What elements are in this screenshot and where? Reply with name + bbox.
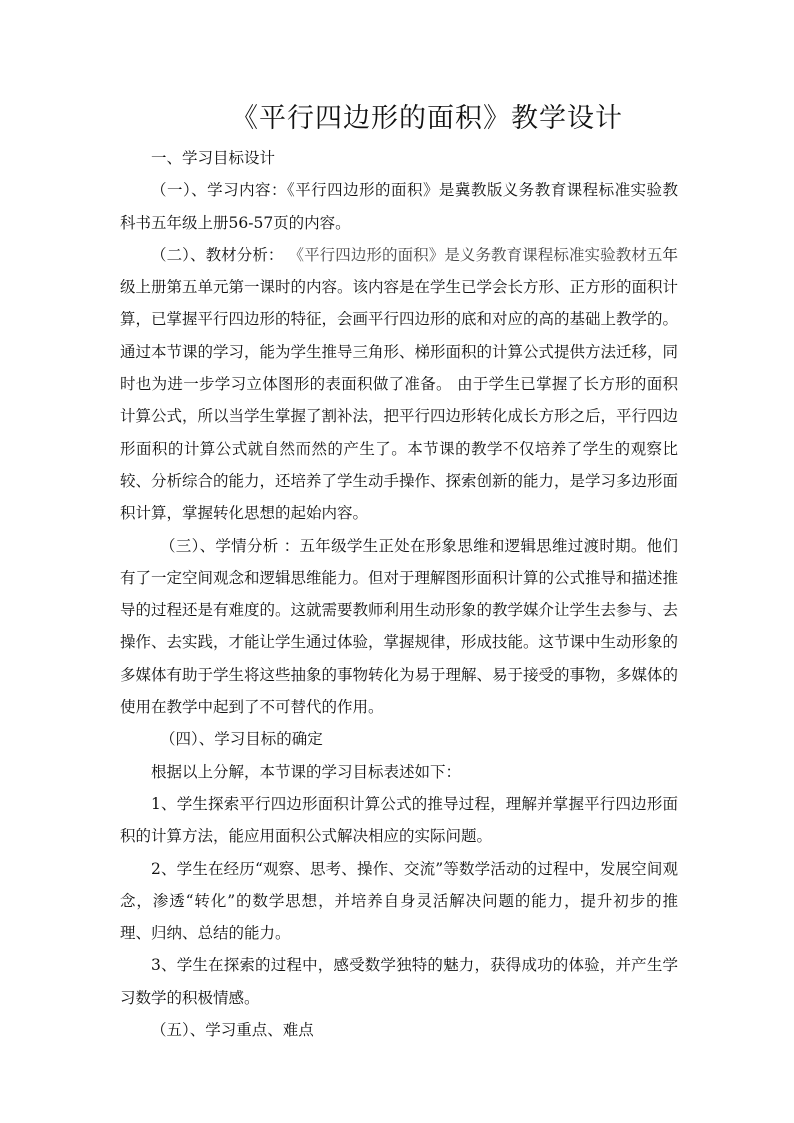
learner-analysis-label: （三）、学情分析 ：: [160, 536, 300, 555]
objective-item-1: 1、学生探索平行四边形面积计算公式的推导过程，理解并掌握平行四边形面积的计算方法，能应用面积公式解决相应的实际问题。: [120, 794, 678, 846]
material-analysis-text-a: 《平行四边形的面积》是义务教育课程标准实验教材五: [288, 245, 663, 264]
section-heading-objectives-design: 一、学习目标设计: [151, 149, 276, 167]
key-points-heading: （五）、学习重点、难点: [151, 1021, 314, 1040]
objective-item-3: 3、学生在探索的过程中，感受数学独特的魅力，获得成功的体验，并产生学习数学的积极情感。: [120, 956, 678, 1007]
objectives-intro: 根据以上分解，本节课的学习目标表述如下：: [151, 762, 462, 781]
material-analysis-label: （二）、教材分析：: [151, 245, 284, 264]
material-analysis-text-b: 年级上册第五单元第一课时的内容。该内容是在学生已学会长方形、正方形的面积计算，已掌握平行四边形的特征，会画平行四边形的底和对应的高的基础上教学的。通过本节课的学习，能为学生推导三角形、梯形面积的计算公式提供方法迁移，同时也为进一步学习立体图形的表面积做了准备。 由于学生已掌握了长方形的面积计算公式，所以当学生掌握了割补法，把平行四边形转化成长方形之后，平行四边形面积的计算公式就自然而然的产生了。本节课的教学不仅培养了学生的观察比较、分析综合的能力，还培养了学生动手操作、探索创新的能力，是学习多边形面积计算，掌握转化思想的起始内容。: [120, 245, 679, 523]
document-body: [120, 142, 678, 1046]
objectives-heading: （四）、学习目标的确定: [160, 730, 323, 749]
document-title: 《平行四边形的面积》教学设计: [231, 103, 623, 134]
learning-content-label: （一）、学习内容：: [151, 181, 287, 200]
learner-analysis-text: 五年级学生正处在形象思维和逻辑思维过渡时期。他们有了一定空间观念和逻辑思维能力。但对于理解图形面积计算的公式推导和描述推导的过程还是有难度的。这就需要教师利用生动形象的教学媒介让学生去参与、去操作、去实践，才能让学生通过体验，掌握规律，形成技能。这节课中生动形象的多媒体有助于学生将这些抽象的事物转化为易于理解、易于接受的事物，多媒体的使用在教学中起到了不可替代的作用。: [120, 536, 679, 717]
paragraph-learning-content: [120, 174, 678, 239]
paragraph-material-analysis: [120, 239, 678, 530]
paragraph-learner-analysis: [120, 530, 678, 724]
objective-item-2: 2、学生在经历“观察、思考、操作、交流”等数学活动的过程中，发展空间观念，渗透“转化”的数学思想，并培养自身灵活解决问题的能力，提升初步的推理、归纳、总结的能力。: [120, 859, 678, 943]
learning-content-text: 《平行四边形的面积》是冀教版义务教育课程标准实验教科书五年级上册56-57页的内容。: [120, 181, 678, 232]
